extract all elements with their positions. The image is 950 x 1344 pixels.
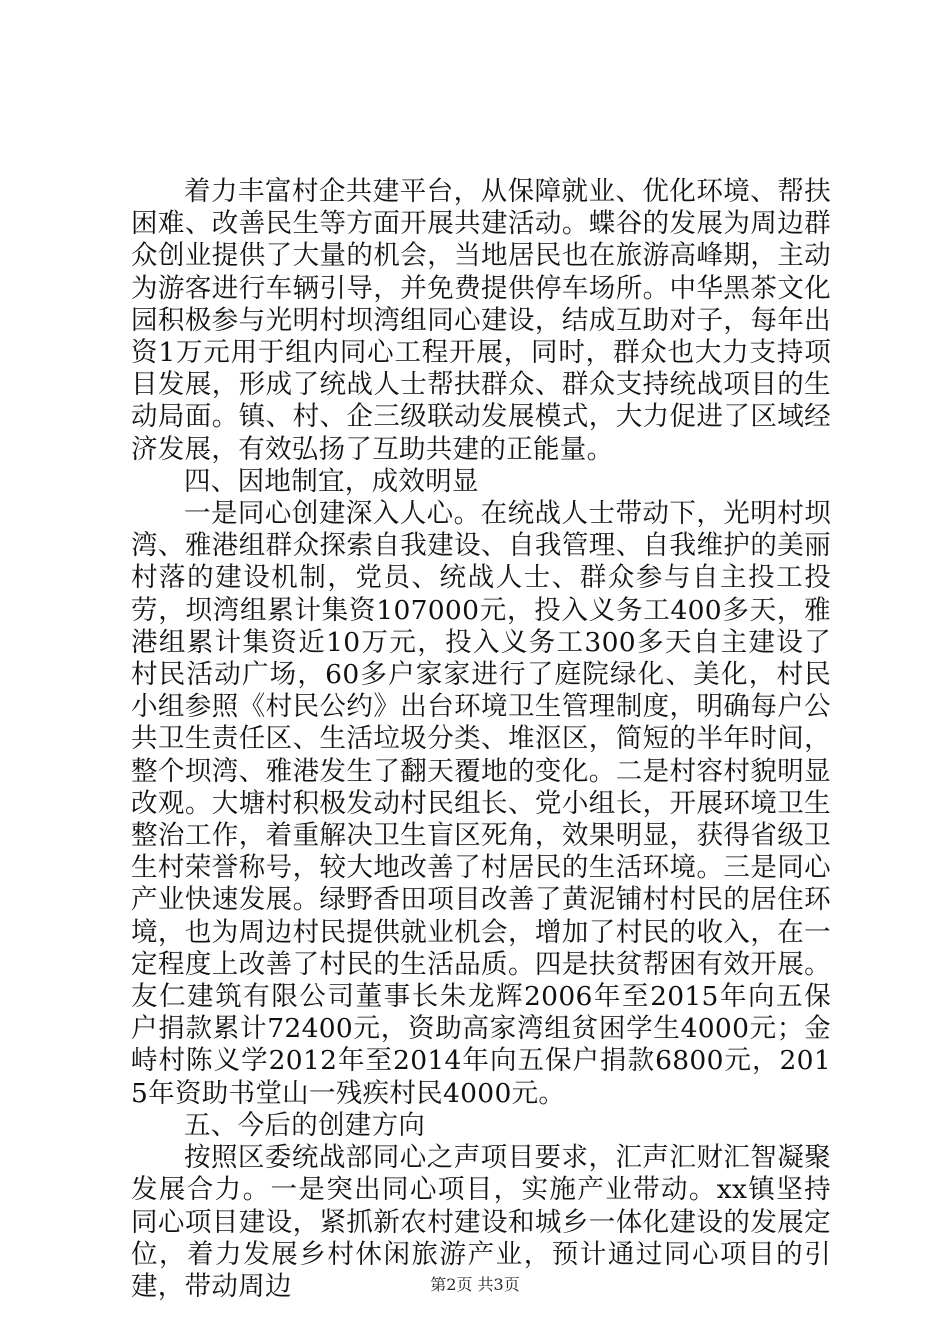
- paragraph-achievements: 一是同心创建深入人心。在统战人士带动下，光明村坝湾、雅港组群众探索自我建设、自我管理、自我维护的美丽村落的建设机制，党员、统战人士、群众参与自主投工投劳，坝湾组累计集资107000元，投入义务工400多天，雅港组累计集资近10万元，投入义务工300多天自主建设了村民活动广场，60多户家家进行了庭院绿化、美化，村民小组参照《村民公约》出台环境卫生管理制度，明确每户公共卫生责任区、生活垃圾分类、堆沤区，简短的半年时间，整个坝湾、雅港发生了翻天覆地的变化。二是村容村貌明显改观。大塘村积极发动村民组长、党小组长，开展环境卫生整治工作，着重解决卫生盲区死角，效果明显，获得省级卫生村荣誉称号，较大地改善了村居民的生活环境。三是同心产业快速发展。绿野香田项目改善了黄泥铺村村民的居住环境，也为周边村民提供就业机会，增加了村民的收入，在一定程度上改善了村民的生活品质。四是扶贫帮困有效开展。友仁建筑有限公司董事长朱龙辉2006年至2015年向五保户捐款累计72400元，资助高家湾组贫困学生4000元；金峙村陈义学2012年至2014年向五保户捐款6800元，2015年资助书堂山一残疾村民4000元。: [131, 498, 831, 1109]
- section-heading-five: 五、今后的创建方向: [184, 1109, 426, 1141]
- document-body: [131, 176, 831, 1303]
- paragraph-future-direction: 按照区委统战部同心之声项目要求，汇声汇财汇智凝聚发展合力。一是突出同心项目，实施产业带动。xx镇坚持同心项目建设，紧抓新农村建设和城乡一体化建设的发展定位，着力发展乡村休闲旅游产业，预计通过同心项目的引建，带动周边: [131, 1142, 831, 1302]
- paragraph-village-enterprise-cobuilding: 着力丰富村企共建平台，从保障就业、优化环境、帮扶困难、改善民生等方面开展共建活动。蝶谷的发展为周边群众创业提供了大量的机会，当地居民也在旅游高峰期，主动为游客进行车辆引导，并免费提供停车场所。中华黑茶文化园积极参与光明村坝湾组同心建设，结成互助对子，每年出资1万元用于组内同心工程开展，同时，群众也大力支持项目发展，形成了统战人士帮扶群众、群众支持统战项目的生动局面。镇、村、企三级联动发展模式，大力促进了区域经济发展，有效弘扬了互助共建的正能量。: [131, 176, 831, 465]
- page-number-footer: 第2页 共3页: [430, 1275, 520, 1294]
- section-heading-four: 四、因地制宜，成效明显: [184, 465, 479, 497]
